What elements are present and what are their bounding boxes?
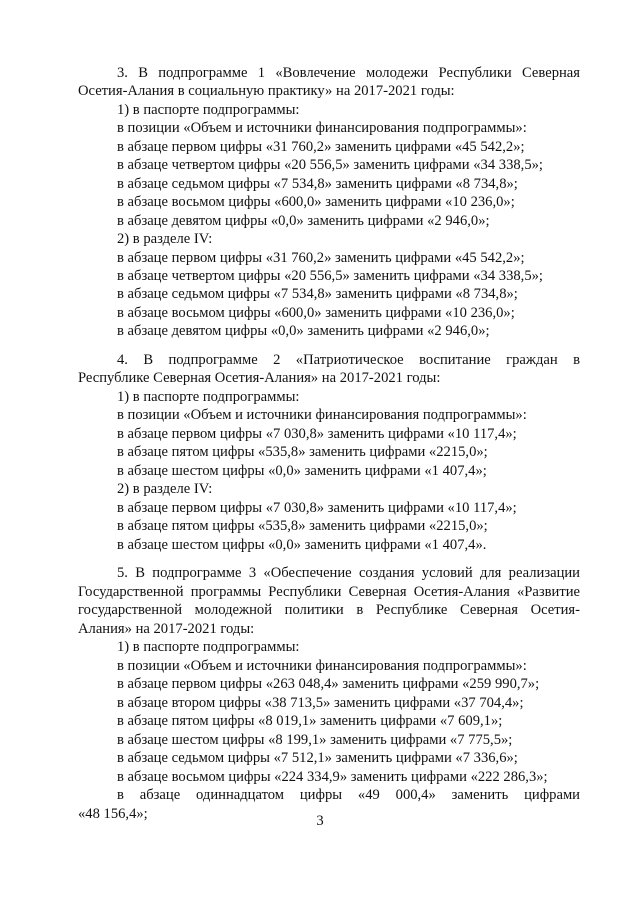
s5-passport: 1) в паспорте подпрограммы:	[117, 639, 300, 655]
section-4-line-1: 4. В подпрограмме 2 «Патриотическое воспитание граждан в	[117, 352, 580, 368]
s4-p6: в абзаце шестом цифры «0,0» заменить цифрами «1 407,4»;	[117, 463, 487, 479]
s4-p1: в абзаце первом цифры «7 030,8» заменить цифрами «10 117,4»;	[117, 426, 517, 442]
s5-position: в позиции «Объем и источники финансирования подпрограммы»:	[117, 658, 527, 674]
s5-p2: в абзаце втором цифры «38 713,5» заменить цифрами «37 704,4»;	[117, 695, 524, 711]
s3-position: в позиции «Объем и источники финансирования подпрограммы»:	[117, 120, 527, 136]
s4-iv-p6: в абзаце шестом цифры «0,0» заменить цифрами «1 407,4».	[117, 537, 487, 553]
s3-p9: в абзаце девятом цифры «0,0» заменить цифрами «2 946,0»;	[117, 213, 490, 229]
s4-iv-p5: в абзаце пятом цифры «535,8» заменить цифрами «2215,0»;	[117, 518, 488, 534]
s3-section-iv: 2) в разделе IV:	[117, 231, 213, 247]
s5-p11-line-1: в абзаце одиннадцатом цифры «49 000,4» заменить цифрами	[117, 787, 580, 803]
s5-p8: в абзаце восьмом цифры «224 334,9» заменить цифрами «222 286,3»;	[117, 769, 548, 785]
s3-p7: в абзаце седьмом цифры «7 534,8» заменить цифрами «8 734,8»;	[117, 176, 518, 192]
s5-p11-line-2: «48 156,4»;	[78, 806, 148, 822]
section-3-line-1: 3. В подпрограмме 1 «Вовлечение молодежи Республики Северная	[117, 65, 580, 81]
s3-iv-p8: в абзаце восьмом цифры «600,0» заменить цифрами «10 236,0»;	[117, 305, 515, 321]
s4-iv-p1: в абзаце первом цифры «7 030,8» заменить цифрами «10 117,4»;	[117, 500, 517, 516]
s3-p4: в абзаце четвертом цифры «20 556,5» заменить цифрами «34 338,5»;	[117, 157, 543, 173]
s5-p7: в абзаце седьмом цифры «7 512,1» заменить цифрами «7 336,6»;	[117, 750, 518, 766]
s4-position: в позиции «Объем и источники финансирования подпрограммы»:	[117, 407, 527, 423]
s3-iv-p7: в абзаце седьмом цифры «7 534,8» заменить цифрами «8 734,8»;	[117, 286, 518, 302]
section-5-line-1: 5. В подпрограмме 3 «Обеспечение создания условий для реализации	[117, 565, 580, 581]
s4-p5: в абзаце пятом цифры «535,8» заменить цифрами «2215,0»;	[117, 444, 488, 460]
s3-iv-p1: в абзаце первом цифры «31 760,2» заменить цифрами «45 542,2»;	[117, 250, 525, 266]
page-number: 3	[316, 813, 324, 829]
s3-p8: в абзаце восьмом цифры «600,0» заменить цифрами «10 236,0»;	[117, 194, 515, 210]
s3-p1: в абзаце первом цифры «31 760,2» заменить цифрами «45 542,2»;	[117, 139, 525, 155]
s3-iv-p4: в абзаце четвертом цифры «20 556,5» заменить цифрами «34 338,5»;	[117, 268, 543, 284]
section-5-line-3: государственной молодежной политики в Республике Северная Осетия-	[78, 602, 580, 618]
section-3-line-2: Осетия-Алания в социальную практику» на 2017-2021 годы:	[78, 83, 455, 99]
s3-passport: 1) в паспорте подпрограммы:	[117, 102, 300, 118]
s4-passport: 1) в паспорте подпрограммы:	[117, 389, 300, 405]
section-4-line-2: Республике Северная Осетия-Алания» на 2017-2021 годы:	[78, 370, 441, 386]
s5-p1: в абзаце первом цифры «263 048,4» заменить цифрами «259 990,7»;	[117, 676, 540, 692]
s5-p5: в абзаце пятом цифры «8 019,1» заменить цифрами «7 609,1»;	[117, 713, 503, 729]
section-5-line-4: Алания» на 2017-2021 годы:	[78, 621, 255, 637]
section-5-line-2: Государственной программы Республики Северная Осетия-Алания «Развитие	[78, 584, 580, 600]
s3-iv-p9: в абзаце девятом цифры «0,0» заменить цифрами «2 946,0»;	[117, 323, 490, 339]
s4-section-iv: 2) в разделе IV:	[117, 481, 213, 497]
s5-p6: в абзаце шестом цифры «8 199,1» заменить цифрами «7 775,5»;	[117, 732, 513, 748]
